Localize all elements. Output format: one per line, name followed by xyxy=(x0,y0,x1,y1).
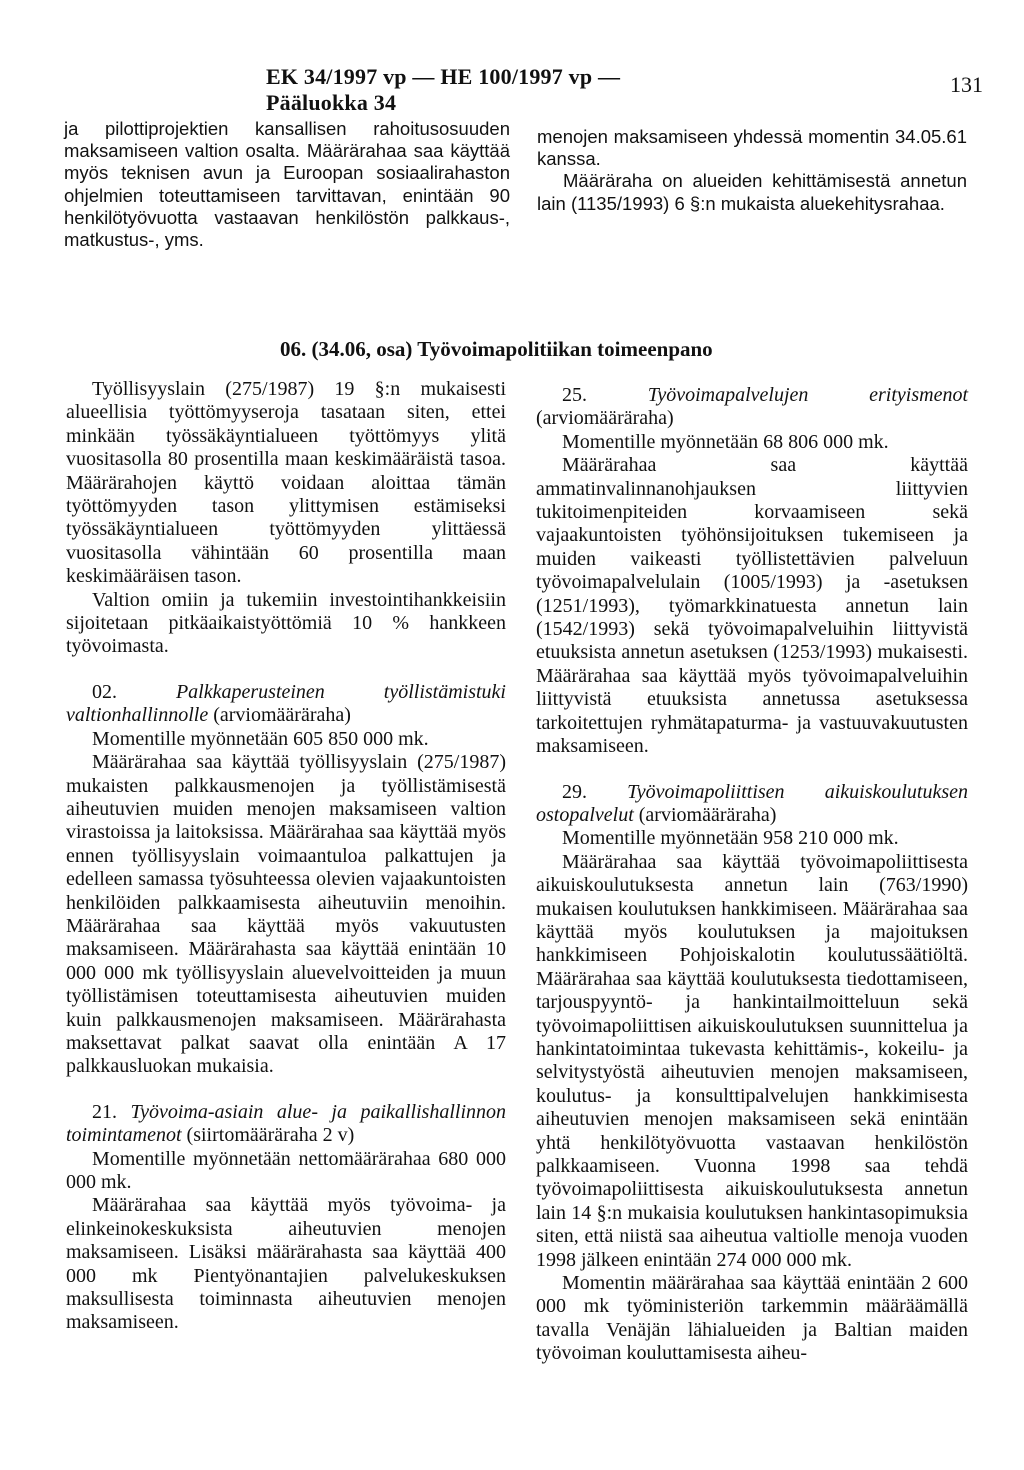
item-heading xyxy=(66,1101,506,1148)
right-column xyxy=(536,384,968,1366)
top-left-column xyxy=(64,118,510,251)
item-heading xyxy=(536,781,968,828)
item-number: 02. xyxy=(92,680,117,703)
item-heading xyxy=(536,384,968,431)
intro-paragraph: Valtion omiin ja tukemiin investointihankkeisiin sijoitetaan pitkäaikaistyöttömiä 10 % hankkeen työvoimasta. xyxy=(66,588,506,658)
item-number: 25. xyxy=(562,384,587,406)
item-type: (arviomääräraha) xyxy=(213,704,351,727)
left-column xyxy=(66,378,506,1335)
item-title: Työvoima-asiain alue- ja paikallishallinnon toimintamenot xyxy=(66,1100,507,1147)
item-number: 29. xyxy=(562,780,587,803)
continuation-paragraph: menojen maksamiseen yhdessä momentin 34.05.61 kanssa. xyxy=(537,126,967,170)
top-right-column xyxy=(537,126,967,215)
item-title: Palkkaperusteinen työllistämistuki valtionhallinnolle xyxy=(66,680,506,727)
item-amount: Momentille myönnetään nettomäärärahaa 680 000 000 mk. xyxy=(66,1147,506,1193)
intro-paragraph: Työllisyyslain (275/1987) 19 §:n mukaisesti alueellisia työttömyyseroja tasataan siten, ettei minkään työssäkäyntialueen työttömyys ylitä vuositasolla 80 prosentilla maan keskimääräistä tasoa. Määrärahojen käyttö voidaan aloittaa tämän työttömyyden tason ylittymisen estämiseksi työssäkäyntialueen työttömyyden ylittäessä vuositasolla vähintään 60 prosentilla maan keskimääräisen tason. xyxy=(66,378,506,588)
continuation-paragraph: ja pilottiprojektien kansallisen rahoitusosuuden maksamiseen valtion osalta. Määrärahaa saa käyttää myös teknisen avun ja Euroopan sosiaalirahaston ohjelmien toteuttamiseen tarvittavan, enintään 90 henkilötyövuotta vastaavan henkilöstön palkkaus-, matkustus-, yms. xyxy=(64,118,510,251)
item-title: Työvoimapalvelujen erityismenot xyxy=(647,384,968,406)
item-type: (siirtomääräraha 2 v) xyxy=(186,1124,355,1147)
item-text: Määrärahaa saa käyttää ammatinvalinnanohjauksen liittyvien tukitoimenpiteiden korvaamiseen sekä vajaakuntoisten työhönsijoituksen tukemiseen ja muiden vaikeasti työllistettävien palveluun työvoimapalvelulain (1005/1993) ja -asetuksen (1251/1993), työmarkkinatuesta annetun lain (1542/1993) sekä työvoimapalveluihin liittyvistä etuuksista annetun asetuksen (1253/1993) mukaisesti. Määrärahaa saa käyttää myös työvoimapalveluihin liittyvistä etuuksista annetussa asetuksessa tarkoitettujen ryhmätapaturma- ja vastuuvakuutusten maksamiseen. xyxy=(536,454,968,758)
item-type: (arviomääräraha) xyxy=(638,803,777,826)
page-number: 131 xyxy=(950,72,983,97)
item-amount: Momentille myönnetään 605 850 000 mk. xyxy=(92,727,429,750)
item-amount: Momentille myönnetään 958 210 000 mk. xyxy=(562,827,899,850)
item-text: Määrärahaa saa käyttää työvoimapoliittisesta aikuiskoulutuksesta annetun lain (763/1990) mukaisen koulutuksen hankkimiseen. Määrärahaa saa käyttää myös koulutuksen ja majoituksen hankkimiseen Pohjoiskalotin koulutussäätiöltä. Määrärahaa saa käyttää koulutuksesta tiedottamiseen, tarjouspyyntö- ja hankintailmoitteluun sekä työvoimapoliittisen aikuiskoulutuksen suunnittelua ja hankintatoimintaa tukevasta kehittämis-, kokeilu- ja selvitystyöstä aiheutuvien menojen maksamiseen, koulutus- ja konsulttipalvelujen hankkimisesta aiheutuvien menojen maksamiseen sekä enintään yhtä henkilötyövuotta vastaavan henkilöstön palkkaamiseen. Vuonna 1998 saa tehdä työvoimapoliittisesta aikuiskoulutuksesta annetun lain 14 §:n mukaisia koulutuksen hankintasopimuksia siten, että niistä saa aiheutua valtiolle menoja vuoden 1998 jälkeen enintään 274 000 000 mk. xyxy=(536,850,968,1271)
running-header-title: EK 34/1997 vp — HE 100/1997 vp — Pääluokka 34 xyxy=(266,64,621,115)
item-amount: Momentille myönnetään 68 806 000 mk. xyxy=(562,430,889,453)
item-number: 21. xyxy=(92,1100,117,1123)
item-type: (arviomääräraha) xyxy=(536,407,674,430)
item-text: Määrärahaa saa käyttää myös työvoima- ja elinkeinokeskuksista aiheutuvien menojen maksamiseen. Lisäksi määrärahasta saa käyttää 400 000 mk Pientyönantajien palvelukeskuksen maksullisesta toiminnasta aiheutuvien menojen maksamiseen. xyxy=(66,1194,506,1334)
item-text: Määrärahaa saa käyttää työllisyyslain (275/1987) mukaisten palkkausmenojen ja työllistämisestä aiheutuvien muiden menojen maksamiseen valtion virastoissa ja laitoksissa. Määrärahaa saa käyttää myös ennen työllisyyslain voimaantuloa palkattujen ja edelleen samassa työsuhteessa olevien vajaakuntoisten henkilöiden palkkaamisesta aiheutuviin menoihin. Määrärahaa saa käyttää myös vakuutusten maksamiseen. Määrärahasta saa käyttää enintään 10 000 000 mk työllisyyslain aluevelvoitteiden ja muun työllistämisen toteuttamisesta aiheutuvien muiden kuin palkkausmenojen maksamiseen. Määrärahasta maksettavat palkat saavat olla enintään A 17 palkkausluokan mukaisia. xyxy=(66,751,506,1078)
aluekehitysraha-paragraph: Määräraha on alueiden kehittämisestä annetun lain (1135/1993) 6 §:n mukaista aluekehitysrahaa. xyxy=(537,170,967,214)
section-title: 06. (34.06, osa) Työvoimapolitiikan toimeenpano xyxy=(280,337,713,361)
item-text: Momentin määrärahaa saa käyttää enintään 2 600 000 mk työministeriön tarkemmin määräämällä tavalla Venäjän lähialueiden ja Baltian maiden työvoiman kouluttamisesta aiheu- xyxy=(536,1272,968,1365)
item-title: Työvoimapoliittisen aikuiskoulutuksen ostopalvelut xyxy=(536,780,968,826)
page-header xyxy=(0,64,1024,115)
item-heading xyxy=(66,681,506,728)
